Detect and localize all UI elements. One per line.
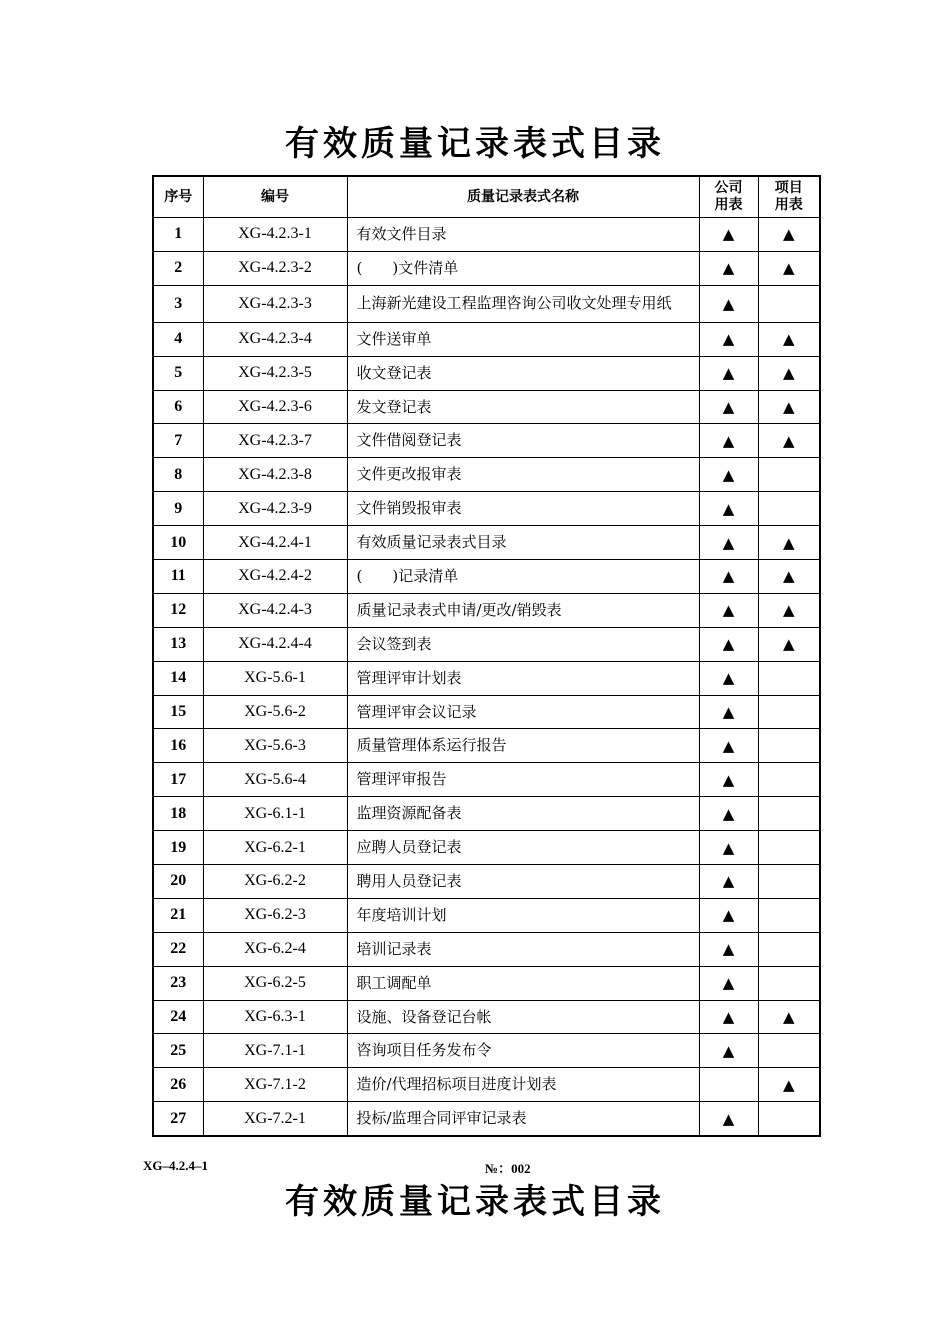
row-name: 上海新光建设工程监理咨询公司收文处理专用纸 <box>347 285 699 322</box>
row-seq: 2 <box>153 251 203 285</box>
row-company-mark: ▲ <box>699 322 758 356</box>
form-code: XG–4.2.4–1 <box>143 1158 208 1173</box>
row-name: 管理评审计划表 <box>347 661 699 695</box>
page-title: 有效质量记录表式目录 <box>285 124 665 164</box>
row-company-mark: ▲ <box>699 390 758 424</box>
row-project-mark: ▲ <box>758 1000 820 1034</box>
row-name: 文件送审单 <box>347 322 699 356</box>
row-seq: 16 <box>153 729 203 763</box>
row-name: 收文登记表 <box>347 356 699 390</box>
table-row <box>153 356 820 390</box>
row-seq: 21 <box>153 898 203 932</box>
row-project-mark: ▲ <box>758 1068 820 1102</box>
table-row <box>153 865 820 899</box>
row-code: XG-4.2.3-5 <box>203 356 347 390</box>
row-project-mark <box>758 763 820 797</box>
row-company-mark: ▲ <box>699 285 758 322</box>
row-project-mark <box>758 865 820 899</box>
row-project-mark: ▲ <box>758 424 820 458</box>
header-company-use: 公司 用表 <box>699 176 758 218</box>
row-company-mark: ▲ <box>699 661 758 695</box>
row-seq: 7 <box>153 424 203 458</box>
row-name: 管理评审报告 <box>347 763 699 797</box>
row-code: XG-6.1-1 <box>203 797 347 831</box>
row-name: 培训记录表 <box>347 932 699 966</box>
row-seq: 4 <box>153 322 203 356</box>
row-seq: 27 <box>153 1102 203 1136</box>
table-row <box>153 661 820 695</box>
row-code: XG-7.1-1 <box>203 1034 347 1068</box>
row-company-mark: ▲ <box>699 593 758 627</box>
records-table <box>152 175 821 1137</box>
row-company-mark: ▲ <box>699 458 758 492</box>
row-code: XG-6.2-5 <box>203 966 347 1000</box>
row-project-mark <box>758 797 820 831</box>
row-company-mark: ▲ <box>699 865 758 899</box>
row-project-mark <box>758 695 820 729</box>
row-name: 会议签到表 <box>347 627 699 661</box>
row-code: XG-4.2.3-4 <box>203 322 347 356</box>
row-name: 造价/代理招标项目进度计划表 <box>347 1068 699 1102</box>
row-name: 发文登记表 <box>347 390 699 424</box>
row-seq: 5 <box>153 356 203 390</box>
row-project-mark <box>758 831 820 865</box>
row-project-mark: ▲ <box>758 218 820 252</box>
row-name: ( )记录清单 <box>347 560 699 594</box>
row-code: XG-7.2-1 <box>203 1102 347 1136</box>
row-name: 有效文件目录 <box>347 218 699 252</box>
row-name: 职工调配单 <box>347 966 699 1000</box>
table-row <box>153 492 820 526</box>
row-code: XG-4.2.3-1 <box>203 218 347 252</box>
row-code: XG-5.6-2 <box>203 695 347 729</box>
table-row <box>153 1102 820 1136</box>
row-project-mark: ▲ <box>758 356 820 390</box>
row-name: 文件更改报审表 <box>347 458 699 492</box>
table-row <box>153 797 820 831</box>
row-seq: 26 <box>153 1068 203 1102</box>
row-code: XG-4.2.3-9 <box>203 492 347 526</box>
table-row <box>153 285 820 322</box>
row-code: XG-7.1-2 <box>203 1068 347 1102</box>
row-seq: 11 <box>153 560 203 594</box>
row-seq: 10 <box>153 526 203 560</box>
table-row <box>153 526 820 560</box>
row-name: 管理评审会议记录 <box>347 695 699 729</box>
table-header-row <box>153 176 820 218</box>
header-code: 编号 <box>203 176 347 218</box>
row-company-mark: ▲ <box>699 695 758 729</box>
header-seq: 序号 <box>153 176 203 218</box>
row-name: 文件借阅登记表 <box>347 424 699 458</box>
row-code: XG-4.2.3-2 <box>203 251 347 285</box>
row-code: XG-5.6-1 <box>203 661 347 695</box>
table-row <box>153 390 820 424</box>
row-code: XG-5.6-4 <box>203 763 347 797</box>
row-code: XG-6.2-3 <box>203 898 347 932</box>
table-row <box>153 560 820 594</box>
table-row <box>153 695 820 729</box>
row-seq: 8 <box>153 458 203 492</box>
row-seq: 15 <box>153 695 203 729</box>
row-seq: 14 <box>153 661 203 695</box>
table-row <box>153 898 820 932</box>
row-company-mark: ▲ <box>699 1034 758 1068</box>
row-company-mark: ▲ <box>699 218 758 252</box>
row-seq: 19 <box>153 831 203 865</box>
row-project-mark <box>758 729 820 763</box>
row-code: XG-4.2.3-8 <box>203 458 347 492</box>
row-name: 咨询项目任务发布令 <box>347 1034 699 1068</box>
row-name: 文件销毁报审表 <box>347 492 699 526</box>
table-row <box>153 627 820 661</box>
header-name: 质量记录表式名称 <box>347 176 699 218</box>
row-company-mark: ▲ <box>699 763 758 797</box>
row-company-mark: ▲ <box>699 627 758 661</box>
table-row <box>153 218 820 252</box>
row-project-mark <box>758 932 820 966</box>
row-name: 质量记录表式申请/更改/销毁表 <box>347 593 699 627</box>
row-code: XG-6.2-4 <box>203 932 347 966</box>
row-project-mark <box>758 898 820 932</box>
table-row <box>153 251 820 285</box>
row-project-mark: ▲ <box>758 627 820 661</box>
row-seq: 9 <box>153 492 203 526</box>
row-code: XG-5.6-3 <box>203 729 347 763</box>
row-company-mark: ▲ <box>699 898 758 932</box>
row-seq: 18 <box>153 797 203 831</box>
table-row <box>153 1068 820 1102</box>
row-project-mark <box>758 492 820 526</box>
row-company-mark: ▲ <box>699 356 758 390</box>
row-company-mark: ▲ <box>699 797 758 831</box>
row-name: 监理资源配备表 <box>347 797 699 831</box>
row-seq: 1 <box>153 218 203 252</box>
row-company-mark: ▲ <box>699 1102 758 1136</box>
row-project-mark <box>758 458 820 492</box>
header-project-use: 项目 用表 <box>758 176 820 218</box>
row-project-mark: ▲ <box>758 593 820 627</box>
row-company-mark <box>699 1068 758 1102</box>
row-company-mark: ▲ <box>699 831 758 865</box>
row-name: 聘用人员登记表 <box>347 865 699 899</box>
row-project-mark: ▲ <box>758 560 820 594</box>
row-company-mark: ▲ <box>699 560 758 594</box>
row-company-mark: ▲ <box>699 526 758 560</box>
row-code: XG-6.2-1 <box>203 831 347 865</box>
table-row <box>153 1000 820 1034</box>
row-seq: 13 <box>153 627 203 661</box>
row-code: XG-4.2.4-2 <box>203 560 347 594</box>
row-project-mark <box>758 1102 820 1136</box>
row-name: 投标/监理合同评审记录表 <box>347 1102 699 1136</box>
row-project-mark <box>758 661 820 695</box>
table-row <box>153 424 820 458</box>
table-row <box>153 458 820 492</box>
row-name: 设施、设备登记台帐 <box>347 1000 699 1034</box>
row-project-mark: ▲ <box>758 251 820 285</box>
row-project-mark <box>758 1034 820 1068</box>
table-row <box>153 763 820 797</box>
table-row <box>153 932 820 966</box>
row-seq: 6 <box>153 390 203 424</box>
table-row <box>153 729 820 763</box>
table-row <box>153 831 820 865</box>
table-row <box>153 593 820 627</box>
row-company-mark: ▲ <box>699 932 758 966</box>
page-title-repeat: 有效质量记录表式目录 <box>285 1182 665 1222</box>
row-company-mark: ▲ <box>699 729 758 763</box>
row-code: XG-4.2.3-3 <box>203 285 347 322</box>
row-code: XG-4.2.4-1 <box>203 526 347 560</box>
table-row <box>153 322 820 356</box>
table-row <box>153 966 820 1000</box>
row-code: XG-4.2.4-4 <box>203 627 347 661</box>
row-code: XG-6.3-1 <box>203 1000 347 1034</box>
row-code: XG-6.2-2 <box>203 865 347 899</box>
row-company-mark: ▲ <box>699 424 758 458</box>
row-name: ( )文件清单 <box>347 251 699 285</box>
row-seq: 23 <box>153 966 203 1000</box>
row-seq: 20 <box>153 865 203 899</box>
row-name: 年度培训计划 <box>347 898 699 932</box>
row-project-mark <box>758 966 820 1000</box>
document-number: №：002 <box>485 1161 531 1176</box>
row-project-mark: ▲ <box>758 526 820 560</box>
row-name: 质量管理体系运行报告 <box>347 729 699 763</box>
row-name: 应聘人员登记表 <box>347 831 699 865</box>
row-seq: 25 <box>153 1034 203 1068</box>
row-name: 有效质量记录表式目录 <box>347 526 699 560</box>
row-project-mark: ▲ <box>758 390 820 424</box>
row-seq: 22 <box>153 932 203 966</box>
row-project-mark <box>758 285 820 322</box>
row-company-mark: ▲ <box>699 492 758 526</box>
row-seq: 3 <box>153 285 203 322</box>
row-company-mark: ▲ <box>699 1000 758 1034</box>
row-company-mark: ▲ <box>699 966 758 1000</box>
row-seq: 17 <box>153 763 203 797</box>
row-seq: 12 <box>153 593 203 627</box>
row-company-mark: ▲ <box>699 251 758 285</box>
row-code: XG-4.2.3-7 <box>203 424 347 458</box>
row-seq: 24 <box>153 1000 203 1034</box>
table-row <box>153 1034 820 1068</box>
row-project-mark: ▲ <box>758 322 820 356</box>
row-code: XG-4.2.3-6 <box>203 390 347 424</box>
row-code: XG-4.2.4-3 <box>203 593 347 627</box>
